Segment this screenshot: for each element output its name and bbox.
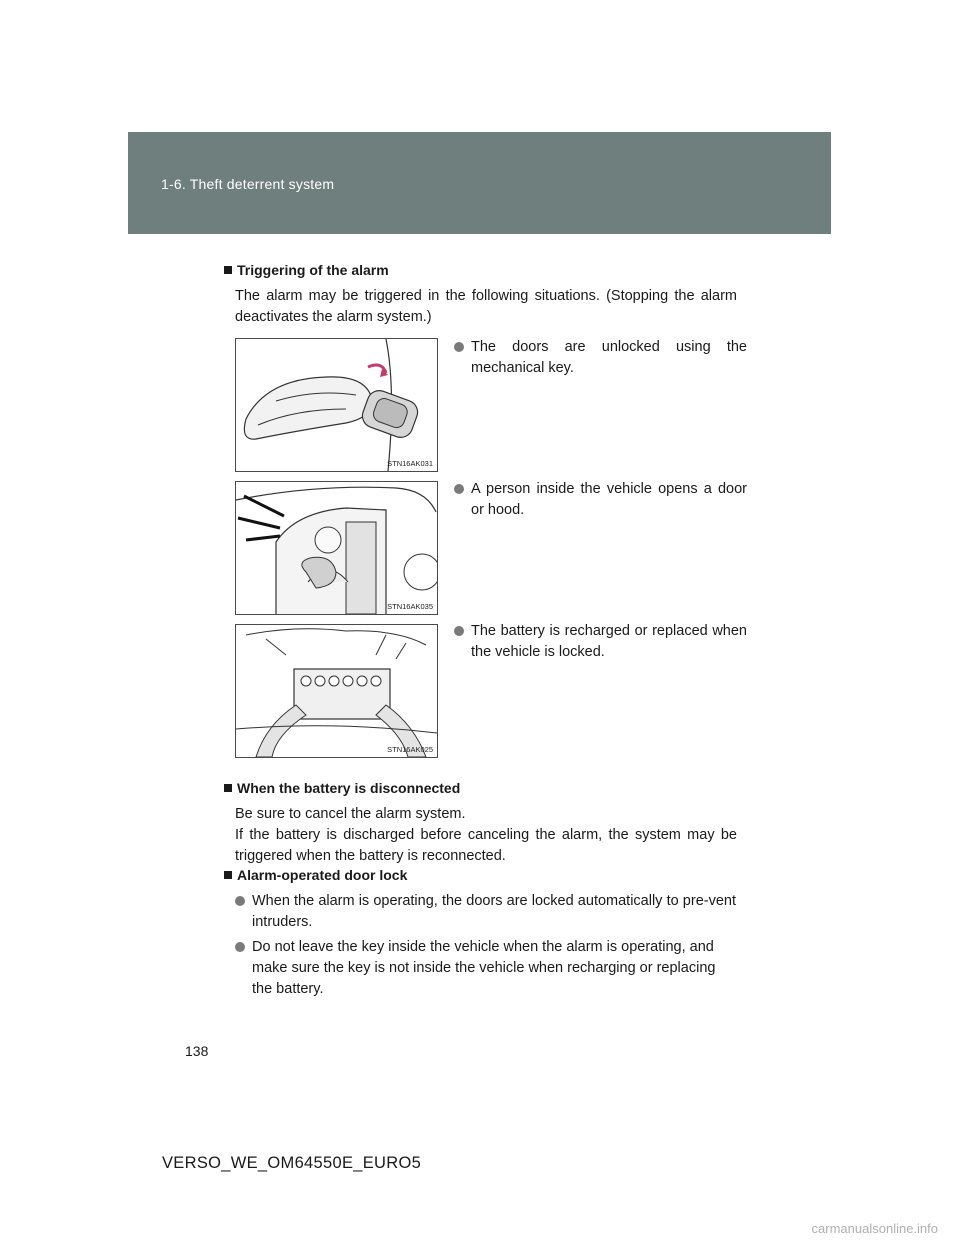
trigger-item-battery: The battery is recharged or replaced when the vehicle is locked. [454, 621, 747, 663]
figure-code: STN16AK035 [387, 602, 433, 611]
door-lock-bullet-2: Do not leave the key inside the vehicle when the alarm is operating, and make sure the key is not inside the vehicle when recharging or replacing the battery. [235, 937, 736, 1000]
document-code: VERSO_WE_OM64550E_EURO5 [162, 1154, 422, 1172]
square-bullet-icon [224, 266, 232, 274]
battery-title: When the battery is disconnected [224, 780, 460, 796]
bullet-dot-icon [454, 342, 464, 352]
triggering-title: Triggering of the alarm [224, 262, 389, 278]
figure-person-door [235, 481, 438, 615]
door-lock-bullet-1: When the alarm is operating, the doors are locked automatically to pre-vent intruders. [235, 891, 736, 933]
door-key-illustration [236, 339, 437, 471]
figure-code: STN16AK025 [387, 745, 433, 754]
square-bullet-icon [224, 784, 232, 792]
section-header: 1-6. Theft deterrent system [161, 176, 335, 192]
header-band [128, 132, 831, 234]
figure-code: STN16AK031 [387, 459, 433, 468]
battery-line2: If the battery is discharged before canceling the alarm, the system may be triggered when the battery is reconnected. [235, 827, 737, 864]
square-bullet-icon [224, 871, 232, 879]
bullet-dot-icon [454, 484, 464, 494]
page-number: 138 [185, 1043, 209, 1059]
battery-illustration [236, 625, 437, 757]
watermark: carmanualsonline.info [811, 1221, 938, 1236]
trigger-item-key: The doors are unlocked using the mechanical key. [454, 337, 747, 379]
figure-door-key [235, 338, 438, 472]
bullet-dot-icon [454, 626, 464, 636]
bullet-dot-icon [235, 942, 245, 952]
person-door-illustration [236, 482, 437, 614]
figure-battery [235, 624, 438, 758]
battery-line1: Be sure to cancel the alarm system. [235, 806, 466, 822]
door-lock-title: Alarm-operated door lock [224, 867, 407, 883]
triggering-intro: The alarm may be triggered in the following situations. (Stopping the alarm deactivates the alarm system.) [235, 288, 737, 325]
trigger-item-door: A person inside the vehicle opens a door or hood. [454, 479, 747, 521]
bullet-dot-icon [235, 896, 245, 906]
